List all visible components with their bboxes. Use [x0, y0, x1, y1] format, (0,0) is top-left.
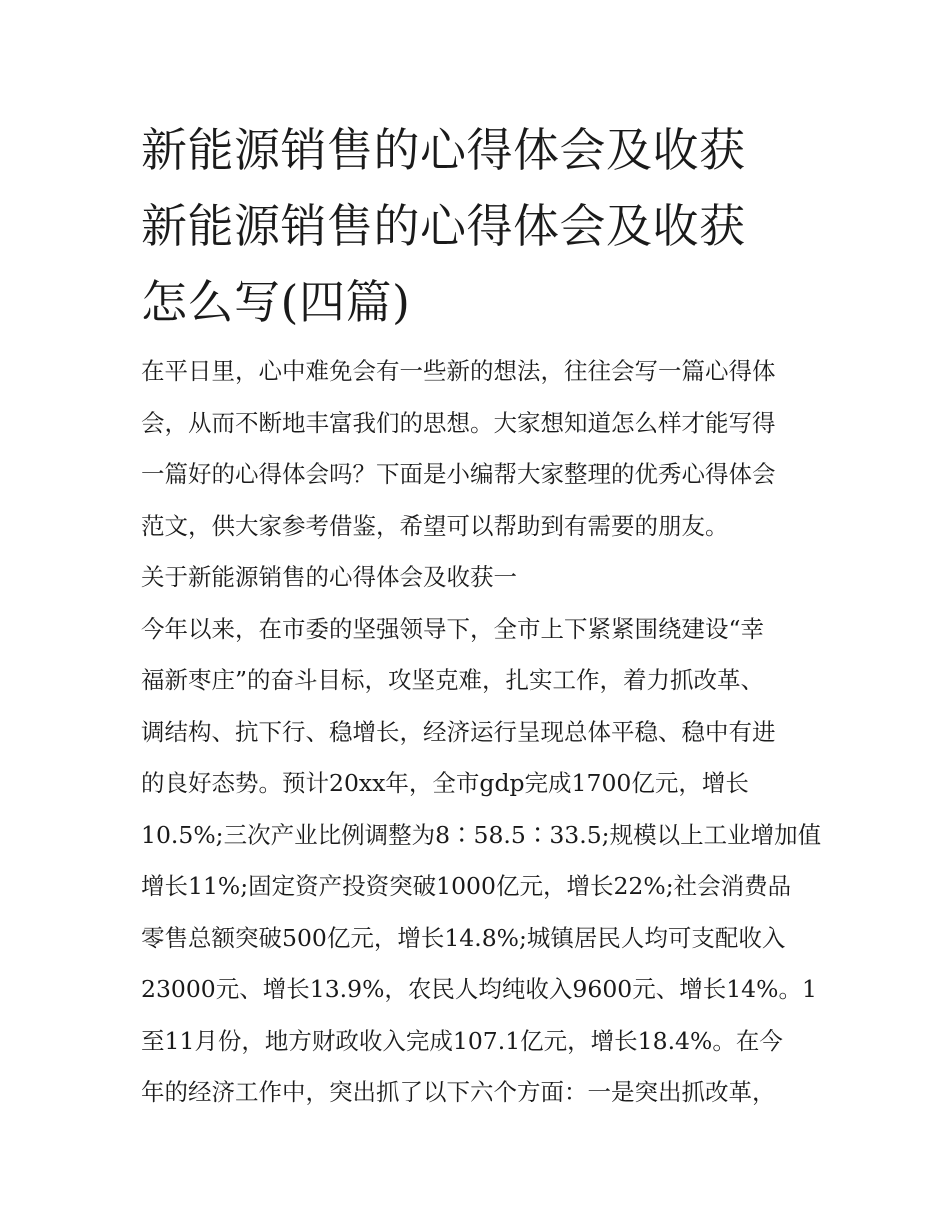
section-heading-text: 关于新能源销售的心得体会及收获一	[141, 563, 517, 591]
body-line-1: 今年以来，在市委的坚强领导下，全市上下紧紧围绕建设“幸	[141, 614, 765, 643]
body-line-4: 的良好态势。预计20xx年，全市gdp完成1700亿元，增长	[141, 769, 749, 797]
body-line-7: 零售总额突破500亿元，增长14.8%;城镇居民人均可支配收入	[141, 923, 786, 952]
body-line-9: 至11月份，地方财政收入完成107.1亿元，增长18.4%。在今	[141, 1026, 783, 1055]
body-paragraph	[141, 604, 822, 1119]
body-line-3: 调结构、抗下行、稳增长，经济运行呈现总体平稳、稳中有进	[141, 717, 776, 746]
section-heading	[141, 552, 813, 604]
title-line-3: 怎么写(四篇)	[141, 275, 411, 329]
intro-line-2: 会，从而不断地丰富我们的思想。大家想知道怎么样才能写得	[141, 408, 776, 437]
title-line-1: 新能源销售的心得体会及收获	[141, 123, 746, 177]
document-page	[141, 112, 822, 1119]
body-line-10: 年的经济工作中，突出抓了以下六个方面：一是突出抓改革，	[141, 1078, 776, 1106]
body-line-2: 福新枣庄”的奋斗目标，攻坚克难，扎实工作，着力抓改革、	[141, 666, 765, 694]
intro-line-1: 在平日里，心中难免会有一些新的想法，往往会写一篇心得体	[141, 357, 776, 385]
body-line-5: 10.5%;三次产业比例调整为8∶58.5∶33.5;规模以上工业增加值	[141, 820, 822, 849]
document-title	[141, 112, 813, 340]
intro-line-4: 范文，供大家参考借鉴，希望可以帮助到有需要的朋友。	[141, 511, 729, 540]
title-line-2: 新能源销售的心得体会及收获	[141, 199, 746, 253]
body-line-6: 增长11%;固定资产投资突破1000亿元，增长22%;社会消费品	[141, 872, 792, 900]
body-line-8: 23000元、增长13.9%，农民人均纯收入9600元、增长14%。1	[141, 975, 817, 1003]
intro-paragraph	[141, 346, 813, 552]
intro-line-3: 一篇好的心得体会吗？下面是小编帮大家整理的优秀心得体会	[141, 460, 776, 488]
